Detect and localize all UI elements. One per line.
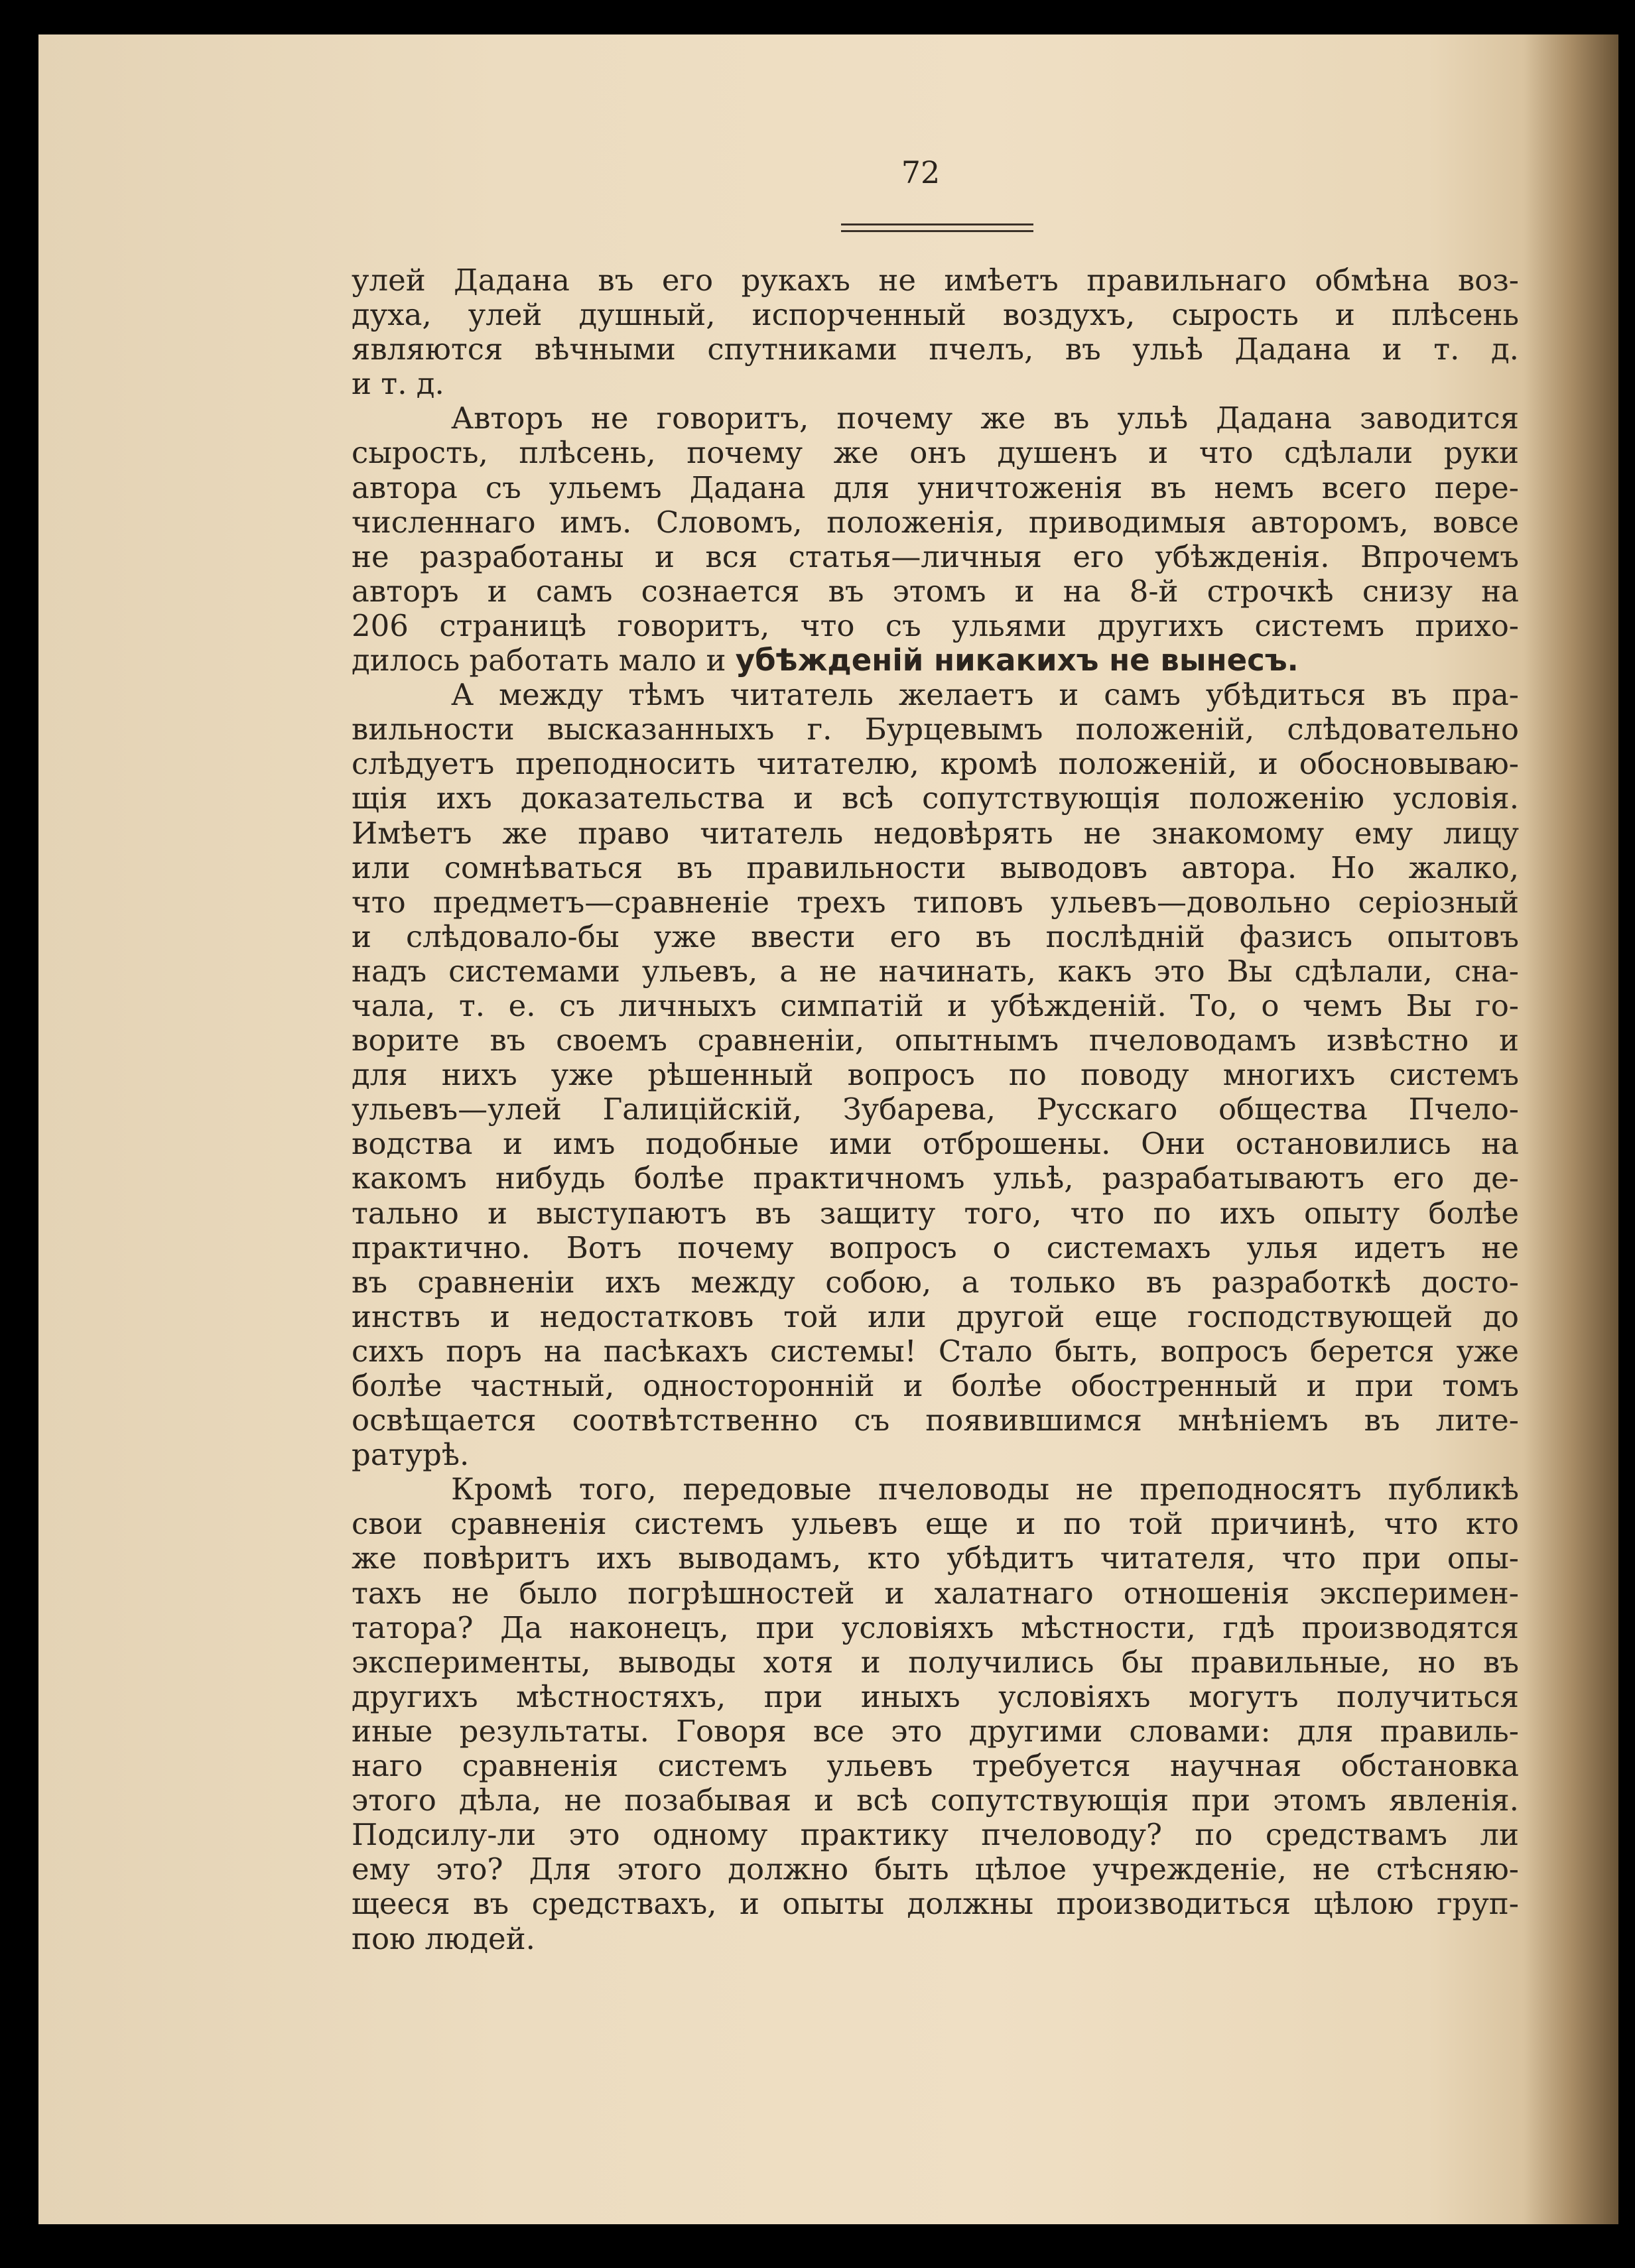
text-line: чала, т. е. съ личныхъ симпатій и убѣжденій. То, о чемъ Вы го-: [352, 987, 1519, 1023]
text-line: водства и имъ подобные ими отброшены. Они остановились на: [352, 1126, 1519, 1162]
text-line: практично. Вотъ почему вопросъ о системахъ улья идетъ не: [352, 1229, 1519, 1265]
header-rule-top: [841, 223, 1033, 225]
text-line: ратурѣ.: [352, 1437, 470, 1473]
book-page: [38, 34, 1618, 2224]
text-line: татора? Да наконецъ, при условіяхъ мѣстности, гдѣ производятся: [352, 1609, 1519, 1645]
text-line: или сомнѣваться въ правильности выводовъ автора. Но жалко,: [352, 850, 1519, 885]
text-line: и т. д.: [352, 366, 444, 402]
text-line: сырость, плѣсень, почему же онъ душенъ и что сдѣлали руки: [352, 435, 1519, 471]
text-line: тахъ не было погрѣшностей и халатнаго отношенія эксперимен-: [352, 1575, 1519, 1611]
text-line: 206 страницѣ говоритъ, что съ ульями другихъ системъ прихо-: [352, 607, 1519, 643]
text-line: слѣдуетъ преподносить читателю, кромѣ положеній, и обосновываю-: [352, 746, 1519, 782]
text-line: сихъ поръ на пасѣкахъ системы! Стало быть, вопросъ берется уже: [352, 1333, 1519, 1369]
text-line: щееся въ средствахъ, и опыты должны производиться цѣлою груп-: [352, 1886, 1519, 1922]
text-line: иные результаты. Говоря все это другими словами: для правиль-: [352, 1713, 1519, 1749]
text-line: тально и выступаютъ въ защиту того, что по ихъ опыту болѣе: [352, 1195, 1519, 1231]
text-line: Имѣетъ же право читатель недовѣрять не знакомому ему лицу: [352, 815, 1519, 851]
text-line: для нихъ уже рѣшенный вопросъ по поводу многихъ системъ: [352, 1057, 1519, 1093]
text-line: другихъ мѣстностяхъ, при иныхъ условіяхъ могутъ получиться: [352, 1678, 1519, 1714]
emphasized-phrase: убѣжденій никакихъ не вынесъ.: [735, 643, 1299, 678]
text-line: наго сравненія системъ ульевъ требуется научная обстановка: [352, 1748, 1519, 1784]
text-line: улей Дадана въ его рукахъ не имѣетъ правильнаго обмѣна воз-: [352, 263, 1519, 298]
page-number: 72: [901, 155, 941, 190]
text-line: ему это? Для этого должно быть цѣлое учрежденіе, не стѣсняю-: [352, 1852, 1519, 1887]
text-line: вильности высказанныхъ г. Бурцевымъ положеній, слѣдовательно: [352, 712, 1519, 747]
text-line: являются вѣчными спутниками пчелъ, въ ульѣ Дадана и т. д.: [352, 332, 1519, 367]
text-line: эксперименты, выводы хотя и получились бы правильные, но въ: [352, 1644, 1519, 1680]
text-line: автора съ ульемъ Дадана для уничтоженія въ немъ всего пере-: [352, 470, 1519, 505]
text-line: болѣе частный, односторонній и болѣе обостренный и при томъ: [352, 1368, 1519, 1403]
text-line: въ сравненіи ихъ между собою, а только въ разработкѣ досто-: [352, 1264, 1519, 1300]
text-line: какомъ нибудь болѣе практичномъ ульѣ, разрабатываютъ его де-: [352, 1161, 1519, 1196]
text-line: пою людей.: [352, 1921, 535, 1956]
text-line-lead: дилось работать мало и: [352, 643, 726, 678]
text-line: что предметъ—сравненіе трехъ типовъ ульевъ—довольно серіозный: [352, 884, 1519, 920]
text-line: духа, улей душный, испорченный воздухъ, сырость и плѣсень: [352, 297, 1519, 333]
text-line-mixed: [352, 643, 1519, 678]
body-text: [352, 263, 1519, 1956]
text-line: свои сравненія системъ ульевъ еще и по той причинѣ, что кто: [352, 1506, 1519, 1542]
text-line: инствъ и недостатковъ той или другой еще господствующей до: [352, 1298, 1519, 1334]
paragraph-start-line: А между тѣмъ читатель желаетъ и самъ убѣдиться въ пра-: [451, 677, 1519, 713]
page-header: [808, 153, 1033, 192]
text-line: надъ системами ульевъ, а не начинать, какъ это Вы сдѣлали, сна-: [352, 953, 1519, 989]
paragraph-start-line: Кромѣ того, передовые пчеловоды не преподносятъ публикѣ: [451, 1472, 1519, 1507]
text-line: численнаго имъ. Словомъ, положенія, приводимыя авторомъ, вовсе: [352, 504, 1519, 540]
text-line: авторъ и самъ сознается въ этомъ и на 8-й строчкѣ снизу на: [352, 573, 1519, 609]
text-line: освѣщается соотвѣтственно съ появившимся мнѣніемъ въ лите-: [352, 1403, 1519, 1438]
text-line: же повѣритъ ихъ выводамъ, кто убѣдитъ читателя, что при опы-: [352, 1541, 1519, 1576]
text-line: щія ихъ доказательства и всѣ сопутствующія положенію условія.: [352, 781, 1519, 816]
text-line: ворите въ своемъ сравненіи, опытнымъ пчеловодамъ извѣстно и: [352, 1023, 1519, 1058]
header-rule-bottom: [841, 230, 1033, 232]
text-line: Подсилу-ли это одному практику пчеловоду? по средствамъ ли: [352, 1817, 1519, 1853]
text-line: не разработаны и вся статья—личныя его убѣжденія. Впрочемъ: [352, 538, 1519, 574]
text-line: этого дѣла, не позабывая и всѣ сопутствующія при этомъ явленія.: [352, 1783, 1519, 1818]
paragraph-start-line: Авторъ не говоритъ, почему же въ ульѣ Дадана заводится: [451, 401, 1519, 436]
text-line: ульевъ—улей Галиційскій, Зубарева, Русскаго общества Пчело-: [352, 1092, 1519, 1127]
text-line: и слѣдовало-бы уже ввести его въ послѣдній фазисъ опытовъ: [352, 918, 1519, 954]
